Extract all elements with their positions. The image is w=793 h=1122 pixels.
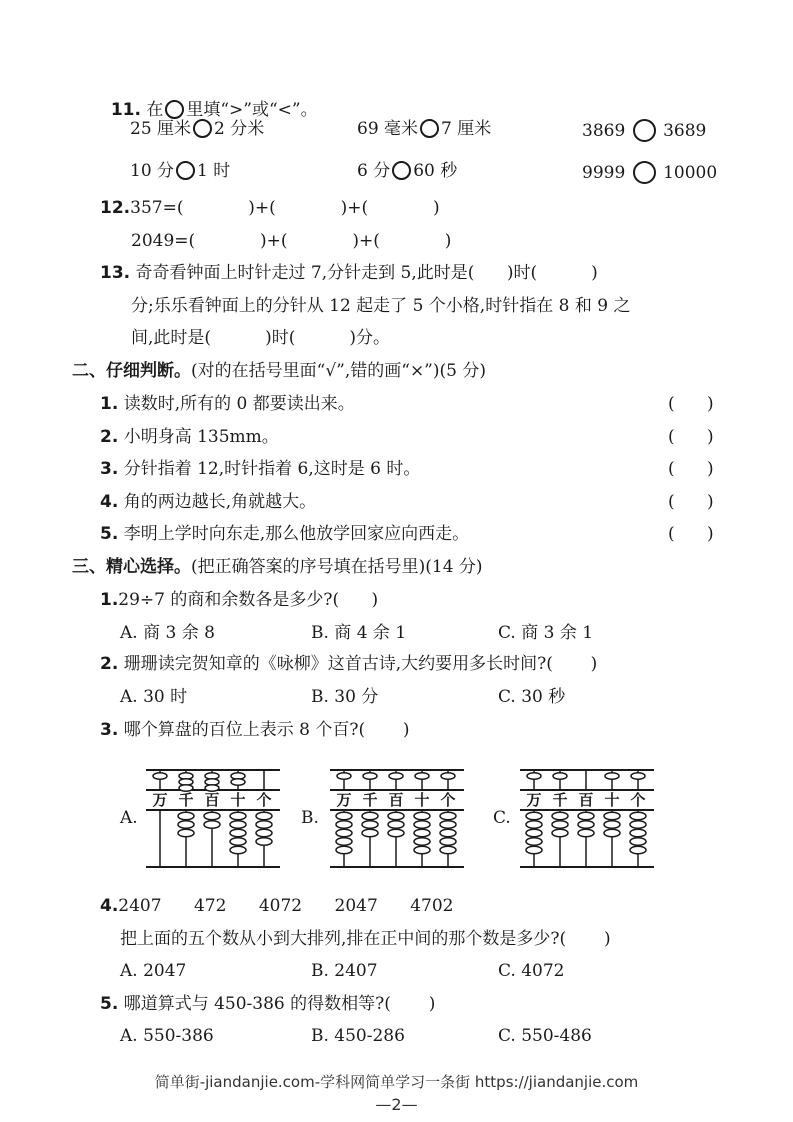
abacus-a — [146, 766, 282, 870]
abacus-bead — [578, 812, 594, 820]
abacus-place-label: 万 — [526, 791, 542, 809]
compare-circle[interactable] — [176, 161, 195, 180]
abacus-bead — [526, 838, 542, 846]
abacus-bead — [336, 829, 352, 837]
abacus-place-label: 个 — [440, 791, 456, 809]
q11-cmp-4: 10 分 1 时 — [130, 161, 231, 181]
abacus-place-label: 百 — [204, 791, 220, 809]
q12-line1: 12.357=( )+( )+( ) — [100, 198, 440, 218]
abacus-bead — [631, 773, 645, 779]
abacus-bead — [178, 812, 194, 820]
choice-q1-c[interactable]: C. 商 3 余 1 — [498, 623, 594, 643]
abacus-bead — [336, 846, 352, 854]
abacus-c — [520, 766, 656, 870]
abacus-bead — [256, 821, 272, 829]
choice-q2-b[interactable]: B. 30 分 — [311, 687, 379, 707]
abacus-bead — [526, 846, 542, 854]
abacus-bead — [362, 821, 378, 829]
abacus-bead — [630, 829, 646, 837]
abacus-bead — [630, 812, 646, 820]
abacus-bead — [414, 838, 430, 846]
judge-item-3: 3. 分针指着 12,时针指着 6,这时是 6 时。 — [100, 459, 421, 479]
compare-circle[interactable] — [633, 119, 656, 142]
q11-cmp-5: 6 分 60 秒 — [357, 161, 458, 181]
choice-q4-c[interactable]: C. 4072 — [498, 961, 565, 981]
judge-item-2: 2. 小明身高 135mm。 — [100, 427, 279, 447]
abacus-b-letter[interactable]: B. — [301, 808, 319, 828]
choice-q1-a[interactable]: A. 商 3 余 8 — [120, 623, 215, 643]
judge-item-4: 4. 角的两边越长,角就越大。 — [100, 492, 317, 512]
abacus-bead — [336, 812, 352, 820]
abacus-bead — [440, 838, 456, 846]
section3-heading: 三、精心选择。(把正确答案的序号填在括号里)(14 分) — [72, 557, 483, 577]
q12-line2: 2049=( )+( )+( ) — [131, 231, 452, 251]
q13-line1: 13. 奇奇看钟面上时针走过 7,分针走到 5,此时是( )时( ) — [100, 263, 598, 283]
abacus-bead — [552, 812, 568, 820]
abacus-bead — [363, 773, 377, 779]
abacus-place-label: 万 — [336, 791, 352, 809]
abacus-bead — [604, 821, 620, 829]
abacus-bead — [153, 773, 167, 779]
abacus-bead — [414, 812, 430, 820]
abacus-bead — [256, 829, 272, 837]
abacus-bead — [389, 773, 403, 779]
abacus-bead — [440, 821, 456, 829]
abacus-bead — [362, 812, 378, 820]
abacus-bead — [336, 821, 352, 829]
choice-q4: 把上面的五个数从小到大排列,排在正中间的那个数是多少?( ) — [120, 929, 611, 949]
abacus-bead — [440, 829, 456, 837]
abacus-bead — [604, 812, 620, 820]
abacus-bead — [388, 821, 404, 829]
judge-answer-2[interactable]: ( ) — [668, 427, 714, 447]
choice-q4-a[interactable]: A. 2047 — [120, 961, 187, 981]
abacus-place-label: 千 — [178, 791, 194, 809]
abacus-bead — [440, 846, 456, 854]
abacus-bead — [630, 821, 646, 829]
abacus-a-letter[interactable]: A. — [120, 808, 138, 828]
choice-q5-a[interactable]: A. 550-386 — [120, 1026, 214, 1046]
choice-q3: 3. 哪个算盘的百位上表示 8 个百?( ) — [100, 720, 410, 740]
choice-q2: 2. 珊珊读完贺知章的《咏柳》这首古诗,大约要用多长时间?( ) — [100, 654, 598, 674]
section2-heading: 二、仔细判断。(对的在括号里面“√”,错的画“×”)(5 分) — [72, 361, 486, 381]
abacus-bead — [256, 838, 272, 846]
compare-circle[interactable] — [165, 100, 184, 119]
abacus-bead — [230, 829, 246, 837]
abacus-place-label: 百 — [388, 791, 404, 809]
abacus-place-label: 个 — [256, 791, 272, 809]
abacus-place-label: 十 — [604, 791, 620, 809]
judge-answer-1[interactable]: ( ) — [668, 394, 714, 414]
footer-source: 简单街-jiandanjie.com-学科网简单学习一条街 https://jiandanjie.com — [154, 1073, 639, 1091]
page-number: —2— — [375, 1095, 418, 1114]
q13-line3: 间,此时是( )时( )分。 — [131, 328, 391, 348]
q11-cmp-6: 9999 10000 — [582, 163, 718, 183]
compare-circle[interactable] — [633, 161, 656, 184]
q11-stem: 11. 在 里填“>”或“<”。 — [110, 100, 318, 120]
abacus-bead — [204, 821, 220, 829]
abacus-bead — [230, 821, 246, 829]
abacus-b — [330, 766, 466, 870]
abacus-bead — [441, 773, 455, 779]
abacus-bead — [388, 829, 404, 837]
abacus-place-label: 百 — [578, 791, 594, 809]
abacus-bead — [179, 785, 193, 791]
abacus-bead — [178, 821, 194, 829]
choice-q2-a[interactable]: A. 30 时 — [120, 687, 188, 707]
abacus-c-letter[interactable]: C. — [493, 808, 511, 828]
abacus-bead — [230, 812, 246, 820]
abacus-bead — [578, 829, 594, 837]
compare-circle[interactable] — [420, 119, 439, 138]
compare-circle[interactable] — [392, 161, 411, 180]
judge-answer-3[interactable]: ( ) — [668, 459, 714, 479]
abacus-bead — [605, 773, 619, 779]
abacus-bead — [630, 838, 646, 846]
choice-q5-c[interactable]: C. 550-486 — [498, 1026, 592, 1046]
abacus-bead — [336, 838, 352, 846]
abacus-place-label: 万 — [152, 791, 168, 809]
choice-q1: 1.29÷7 的商和余数各是多少?( ) — [100, 590, 379, 610]
choice-q4-numbers: 4.2407 472 4072 2047 4702 — [100, 896, 454, 916]
abacus-bead — [440, 812, 456, 820]
abacus-bead — [552, 821, 568, 829]
abacus-bead — [604, 829, 620, 837]
abacus-bead — [415, 773, 429, 779]
abacus-bead — [204, 812, 220, 820]
abacus-place-label: 个 — [630, 791, 646, 809]
abacus-bead — [414, 846, 430, 854]
choice-q5-b[interactable]: B. 450-286 — [311, 1026, 405, 1046]
q13-line2: 分;乐乐看钟面上的分针从 12 起走了 5 个小格,时针指在 8 和 9 之 — [131, 296, 631, 316]
abacus-bead — [414, 821, 430, 829]
abacus-bead — [337, 773, 351, 779]
choice-q4-b[interactable]: B. 2407 — [311, 961, 378, 981]
choice-q5: 5. 哪道算式与 450-386 的得数相等?( ) — [100, 994, 436, 1014]
abacus-bead — [552, 829, 568, 837]
judge-answer-5[interactable]: ( ) — [668, 524, 714, 544]
abacus-place-label: 千 — [362, 791, 378, 809]
abacus-bead — [527, 773, 541, 779]
abacus-bead — [526, 812, 542, 820]
abacus-bead — [388, 812, 404, 820]
abacus-place-label: 十 — [414, 791, 430, 809]
abacus-bead — [230, 846, 246, 854]
q11-cmp-1: 25 厘米 2 分米 — [130, 119, 265, 139]
abacus-place-label: 千 — [552, 791, 568, 809]
judge-item-5: 5. 李明上学时向东走,那么他放学回家应向西走。 — [100, 524, 470, 544]
abacus-place-label: 十 — [230, 791, 246, 809]
abacus-bead — [362, 829, 378, 837]
abacus-bead — [526, 829, 542, 837]
q11-cmp-2: 69 毫米 7 厘米 — [357, 119, 492, 139]
judge-item-1: 1. 读数时,所有的 0 都要读出来。 — [100, 394, 355, 414]
abacus-bead — [230, 838, 246, 846]
abacus-bead — [231, 779, 245, 785]
abacus-bead — [630, 846, 646, 854]
abacus-bead — [578, 821, 594, 829]
abacus-bead — [553, 773, 567, 779]
abacus-bead — [414, 829, 430, 837]
abacus-bead — [178, 829, 194, 837]
judge-answer-4[interactable]: ( ) — [668, 492, 714, 512]
choice-q1-b[interactable]: B. 商 4 余 1 — [311, 623, 407, 643]
choice-q2-c[interactable]: C. 30 秒 — [498, 687, 566, 707]
abacus-bead — [526, 821, 542, 829]
compare-circle[interactable] — [193, 119, 212, 138]
abacus-bead — [256, 812, 272, 820]
q11-cmp-3: 3869 3689 — [582, 121, 707, 141]
abacus-bead — [205, 785, 219, 791]
